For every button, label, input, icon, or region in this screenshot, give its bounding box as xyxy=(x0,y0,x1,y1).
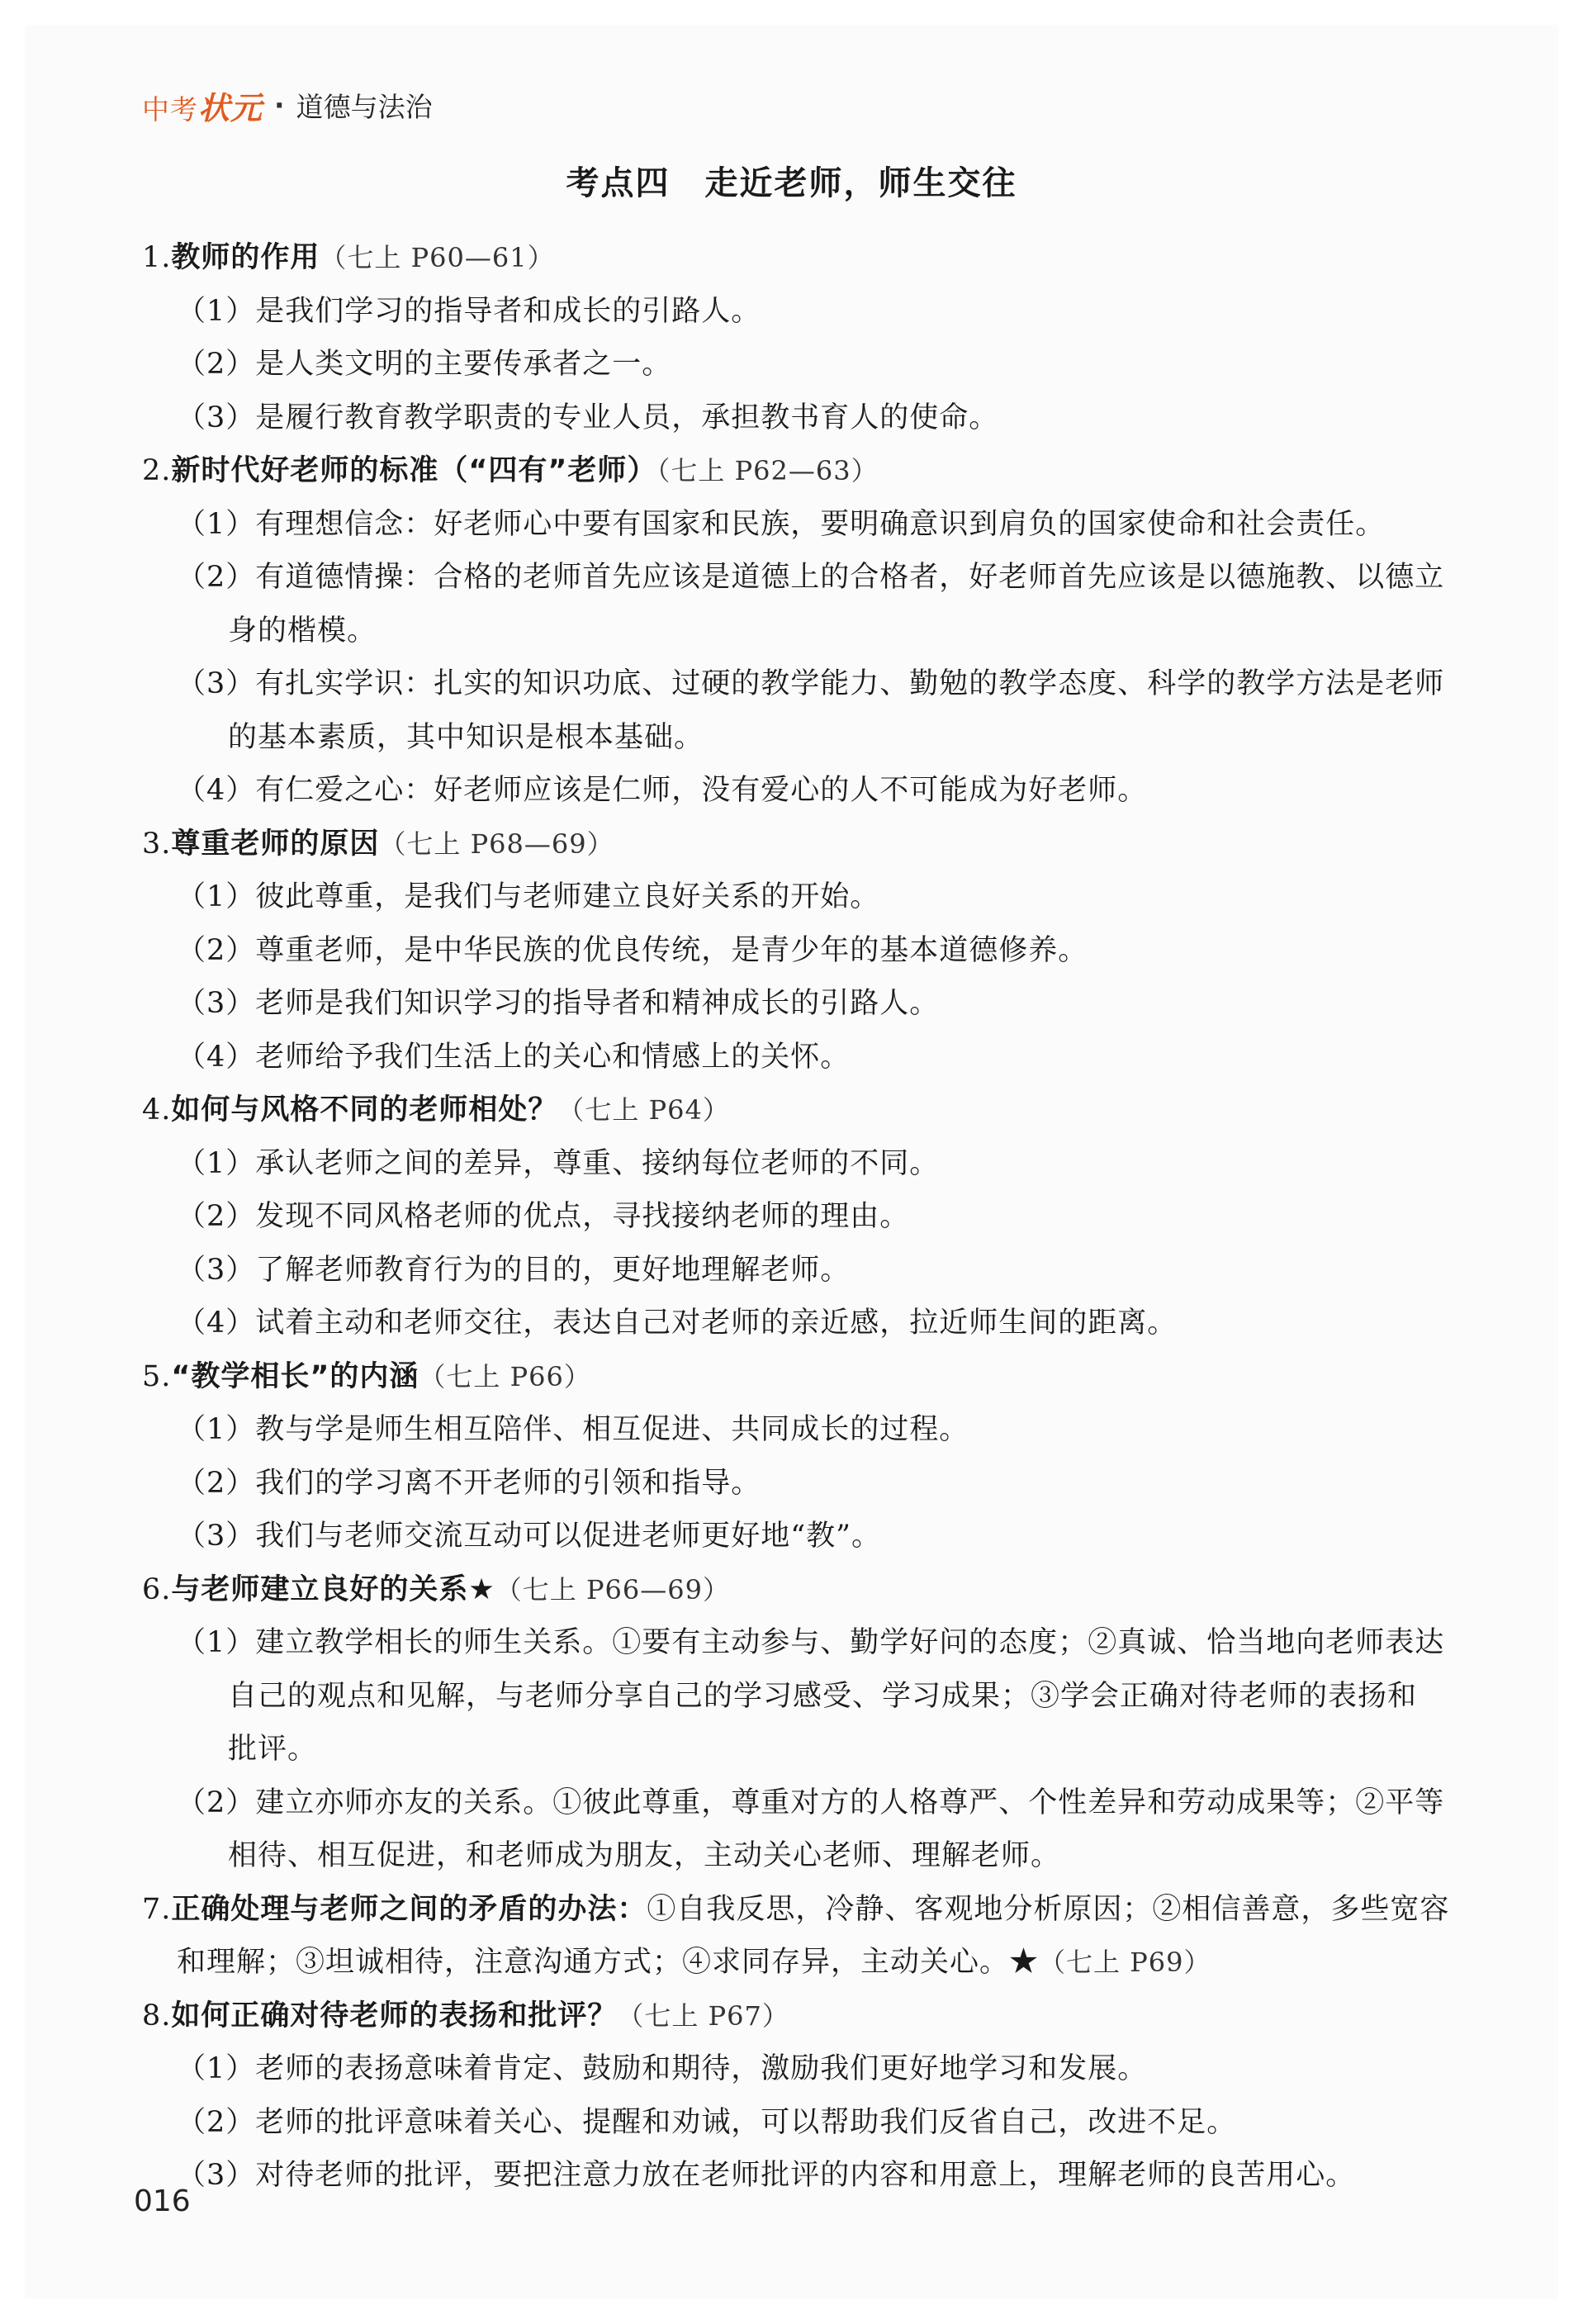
question-title: 正确处理与老师之间的矛盾的办法： xyxy=(171,1892,647,1926)
answer-line: （1）老师的表扬意味着肯定、鼓励和期待，激励我们更好地学习和发展。 xyxy=(177,2052,1148,2085)
answer-line: （1）承认老师之间的差异，尊重、接纳每位老师的不同。 xyxy=(177,1146,940,1180)
answer-line: （3）了解老师教育行为的目的，更好地理解老师。 xyxy=(177,1253,851,1287)
question-number: 2. xyxy=(142,454,172,487)
page-reference: （七上 P66） xyxy=(419,1360,591,1392)
question-heading xyxy=(142,1563,1513,1617)
answer-line: （2）发现不同风格老师的优点，寻找接纳老师的理由。 xyxy=(177,1200,910,1233)
question-heading xyxy=(142,1883,1513,1937)
answer-line: （3）有扎实学识：扎实的知识功底、过硬的教学能力、勤勉的教学态度、科学的教学方法是老师 xyxy=(177,667,1445,700)
question-number: 4. xyxy=(142,1093,172,1126)
answer-line: （2）建立亦师亦友的关系。①彼此尊重，尊重对方的人格尊严、个性差异和劳动成果等；②平等 xyxy=(177,1786,1445,1819)
question-title: 如何与风格不同的老师相处？ xyxy=(171,1093,558,1126)
running-header xyxy=(142,83,433,128)
answer-line: （3）对待老师的批评，要把注意力放在老师批评的内容和用意上，理解老师的良苦用心。 xyxy=(177,2159,1356,2192)
question-title: 与老师建立良好的关系★ xyxy=(171,1572,495,1606)
answer-line: （1）是我们学习的指导者和成长的引路人。 xyxy=(177,294,761,328)
answer-line-continuation xyxy=(142,1936,1513,1990)
question-heading xyxy=(142,1084,1513,1137)
page-reference: （七上 P66—69） xyxy=(495,1573,730,1605)
answer-line: （1）教与学是师生相互陪伴、相互促进、共同成长的过程。 xyxy=(177,1413,969,1446)
answer-line: （4）有仁爱之心：好老师应该是仁师，没有爱心的人不可能成为好老师。 xyxy=(177,774,1148,807)
answer-line: （3）老师是我们知识学习的指导者和精神成长的引路人。 xyxy=(177,987,940,1020)
question-heading xyxy=(142,231,1513,285)
question-title: 新时代好老师的标准（“四有”老师） xyxy=(171,454,657,487)
answer-line: （1）有理想信念：好老师心中要有国家和民族，要明确意识到肩负的国家使命和社会责任。 xyxy=(177,507,1386,541)
content xyxy=(142,231,1513,2203)
question-heading xyxy=(142,444,1513,498)
question-heading xyxy=(142,1350,1513,1404)
answer-line: （2）有道德情操：合格的老师首先应该是道德上的合格者，好老师首先应该是以德施教、以德立 xyxy=(177,561,1445,594)
question-heading xyxy=(142,818,1513,871)
answer-line-continuation: 相待、相互促进，和老师成为朋友，主动关心老师、理解老师。 xyxy=(228,1839,1061,1872)
question-number: 7. xyxy=(142,1892,172,1926)
question-number: 5. xyxy=(142,1359,172,1393)
question-heading xyxy=(142,1990,1513,2043)
answer-line: （2）我们的学习离不开老师的引领和指导。 xyxy=(177,1466,761,1500)
subject-name: 道德与法治 xyxy=(296,91,433,123)
section-title: 考点四 走近老师，师生交往 xyxy=(566,164,1017,202)
answer-line: （4）试着主动和老师交往，表达自己对老师的亲近感，拉近师生间的距离。 xyxy=(177,1307,1178,1340)
header-separator: · xyxy=(274,89,285,121)
page-reference: （七上 P62—63） xyxy=(656,455,879,486)
question-number: 6. xyxy=(142,1572,172,1606)
question-number: 3. xyxy=(142,827,172,861)
answer-line-continuation: 批评。 xyxy=(228,1733,318,1766)
answer-line-continuation: 的基本素质，其中知识是根本基础。 xyxy=(228,720,704,754)
brand-logo xyxy=(142,83,263,128)
answer-line: （1）建立教学相长的师生关系。①要有主动参与、勤学好问的态度；②真诚、恰当地向老师表达 xyxy=(177,1626,1445,1659)
question-number: 8. xyxy=(142,1999,172,2032)
question-title: 尊重老师的原因 xyxy=(171,827,380,861)
page-reference: （七上 P60—61） xyxy=(320,242,555,273)
page-number: 016 xyxy=(134,2184,191,2218)
question-title: 如何正确对待老师的表扬和批评？ xyxy=(171,1999,618,2032)
question-title: 教师的作用 xyxy=(171,241,320,274)
answer-line: （2）尊重老师，是中华民族的优良传统，是青少年的基本道德修养。 xyxy=(177,933,1088,967)
answer-line: （3）我们与老师交流互动可以促进老师更好地“教”。 xyxy=(177,1520,882,1553)
page-reference: （七上 P67） xyxy=(617,1999,789,2032)
answer-inline: ①自我反思，冷静、客观地分析原因；②相信善意，多些宽容 xyxy=(647,1892,1450,1926)
brand-prefix: 中考 xyxy=(142,93,198,126)
answer-line: （1）彼此尊重，是我们与老师建立良好关系的开始。 xyxy=(177,880,880,913)
brand-emphasis: 状元 xyxy=(198,90,263,126)
answer-inline: 和理解；③坦诚相待，注意沟通方式；④求同存异，主动关心。★ xyxy=(177,1946,1040,1979)
question-number: 1. xyxy=(142,241,172,274)
page-reference: （七上 P64） xyxy=(557,1094,730,1126)
answer-line: （3）是履行教育教学职责的专业人员，承担教书育人的使命。 xyxy=(177,401,999,434)
answer-line-continuation: 身的楷模。 xyxy=(228,614,377,647)
answer-line: （2）是人类文明的主要传承者之一。 xyxy=(177,348,672,381)
answer-line-continuation: 自己的观点和见解，与老师分享自己的学习感受、学习成果；③学会正确对待老师的表扬和 xyxy=(228,1679,1418,1713)
page-reference: （七上 P69） xyxy=(1039,1947,1211,1978)
question-title: “教学相长”的内涵 xyxy=(171,1359,419,1393)
answer-line: （4）老师给予我们生活上的关心和情感上的关怀。 xyxy=(177,1040,851,1074)
page-reference: （七上 P68—69） xyxy=(379,828,614,860)
answer-line: （2）老师的批评意味着关心、提醒和劝诫，可以帮助我们反省自己，改进不足。 xyxy=(177,2105,1237,2139)
